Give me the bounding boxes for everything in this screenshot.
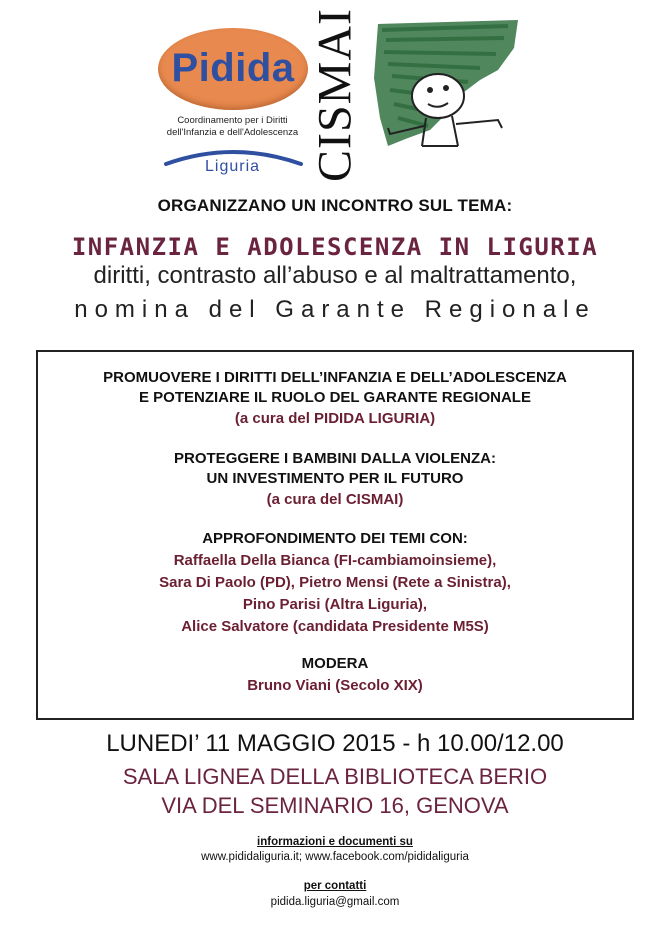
cismai-logo-name: CISMAI bbox=[308, 7, 362, 183]
intro-heading: ORGANIZZANO UN INCONTRO SUL TEMA: bbox=[157, 196, 513, 215]
topic1-curator: (a cura del PIDIDA LIGURIA) bbox=[234, 410, 436, 427]
info-links[interactable]: www.pididaliguria.it; www.facebook.com/pididaliguria bbox=[201, 851, 469, 863]
speaker-line: Alice Salvatore (candidata Presidente M5S) bbox=[181, 618, 489, 635]
speaker-line: Pino Parisi (Altra Liguria), bbox=[242, 596, 428, 613]
cismai-logo bbox=[300, 7, 370, 183]
info-label: informazioni e documenti su bbox=[257, 836, 413, 848]
venue-line1: SALA LIGNEA DELLA BIBLIOTECA BERIO bbox=[122, 764, 548, 789]
pidida-tagline-line2: dell'Infanzia e dell'Adolescenza bbox=[166, 127, 299, 138]
speaker-line: Sara Di Paolo (PD), Pietro Mensi (Rete a Sinistra), bbox=[159, 574, 511, 591]
moderator-name: Bruno Viani (Secolo XIX) bbox=[247, 677, 423, 694]
pidida-logo bbox=[150, 18, 310, 183]
speaker-line: Raffaella Della Bianca (FI-cambiamoinsieme), bbox=[173, 552, 497, 569]
topic2-curator: (a cura del CISMAI) bbox=[266, 491, 404, 508]
subtitle-line1: diritti, contrasto all’abuso e al maltrattamento, bbox=[93, 262, 577, 289]
moderator-heading: MODERA bbox=[301, 655, 369, 672]
event-date-time: LUNEDI’ 11 MAGGIO 2015 - h 10.00/12.00 bbox=[106, 730, 564, 757]
topic1-line1: PROMUOVERE I DIRITTI DELL’INFANZIA E DELL’ADOLESCENZA bbox=[103, 369, 567, 386]
contact-label: per contatti bbox=[303, 880, 367, 892]
topic2-line2: UN INVESTIMENTO PER IL FUTURO bbox=[206, 470, 464, 487]
venue-line2: VIA DEL SEMINARIO 16, GENOVA bbox=[161, 793, 509, 818]
topic1-line2: E POTENZIARE IL RUOLO DEL GARANTE REGIONALE bbox=[139, 389, 531, 406]
subtitle-line2: nomina del Garante Regionale bbox=[74, 296, 596, 323]
event-title: INFANZIA E ADOLESCENZA IN LIGURIA bbox=[71, 233, 599, 261]
pidida-logo-tagline bbox=[150, 115, 315, 139]
contact-email-link[interactable]: pidida.liguria@gmail.com bbox=[270, 896, 400, 908]
pidida-logo-region: Liguria bbox=[204, 158, 261, 175]
pidida-logo-name: Pidida bbox=[171, 46, 295, 90]
topic2-line1: PROTEGGERE I BAMBINI DALLA VIOLENZA: bbox=[174, 450, 496, 467]
child-crayon-drawing-icon bbox=[368, 18, 528, 158]
pidida-tagline-line1: Coordinamento per i Diritti bbox=[177, 115, 288, 126]
speakers-heading: APPROFONDIMENTO DEI TEMI CON: bbox=[202, 530, 468, 547]
